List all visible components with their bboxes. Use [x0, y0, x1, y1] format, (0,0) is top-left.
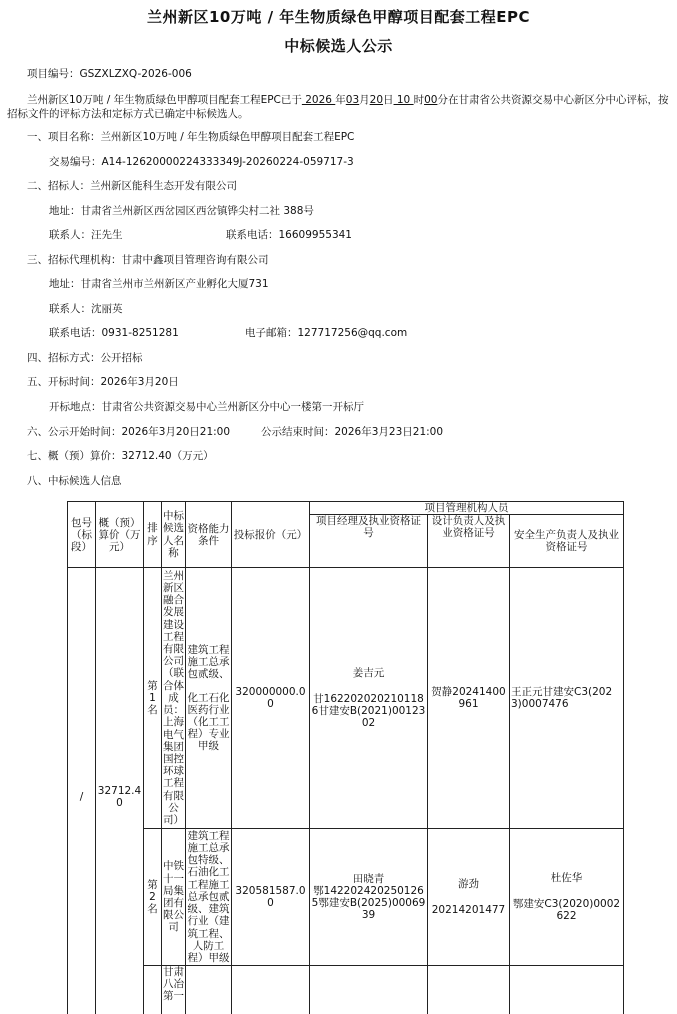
qualification-line-b: 化工石化医药行业（化工工程）专业甲级: [187, 692, 230, 752]
table-header-row-1: [68, 502, 624, 515]
package-cell: /: [68, 568, 96, 1014]
safety-cell: [510, 966, 624, 1014]
header-candidate: 中标候选人名称: [162, 502, 186, 568]
agency-address: 地址：甘肃省兰州市兰州新区产业孵化大厦731: [49, 278, 269, 290]
candidate-cell: 甘肃八冶第一: [162, 966, 186, 1014]
candidates-table: [67, 501, 624, 1014]
estimate-cell: 32712.40: [96, 568, 144, 1014]
rank-cell: [144, 966, 162, 1014]
safety-cell: 王正元甘建安C3(2023)0007476: [510, 568, 624, 829]
intro-day: 20: [369, 94, 384, 106]
section-method: 四、招标方式：公开招标: [27, 352, 143, 364]
agency-contact: 联系人：沈丽英: [49, 303, 123, 315]
section-publicity-start: 六、公示开始时间：2026年3月20日21:00: [27, 426, 231, 438]
safety-cert: 鄂建安C3(2020)0002622: [512, 898, 621, 922]
table-row: [68, 966, 624, 1014]
intro-text-1: 兰州新区10万吨 / 年生物质绿色甲醇项目配套工程EPC已于: [27, 94, 302, 106]
pm-cell: [310, 829, 428, 966]
qualification-cell: 建筑工程施工总承包特级、石油化工工程施工总承包贰级、建筑行业（建筑工程、人防工程）甲级: [187, 829, 230, 964]
tenderer-contact: 联系人：汪先生: [49, 229, 123, 241]
project-number: 项目编号：GSZXLZXQ-2026-006: [27, 68, 192, 80]
table-row: [68, 829, 624, 966]
tenderer-address: 地址：甘肃省兰州新区西岔园区西岔镇铧尖村二社 388号: [49, 205, 314, 217]
qualification-cell: [186, 568, 232, 829]
safety-name: 杜佐华: [550, 872, 583, 884]
design-cell: [428, 966, 510, 1014]
tenderer-phone: 联系电话：16609955341: [226, 229, 352, 241]
header-estimate: 概（预）算价（万元）: [96, 502, 144, 568]
intro-year-label: 年: [335, 94, 346, 106]
header-qualification: 资格能力条件: [186, 502, 232, 568]
header-personnel-group: 项目管理机构人员: [310, 502, 624, 515]
section-tenderer: 二、招标人：兰州新区能科生态开发有限公司: [27, 180, 237, 192]
qualification-line-a: 建筑工程施工总承包贰级、: [187, 644, 230, 680]
candidate-cell: 中铁十一局集团有限公司: [162, 829, 186, 966]
header-design: 设计负责人及执业资格证号: [428, 515, 510, 568]
intro-hour-label: 时: [413, 94, 425, 106]
qualification-cell: [186, 966, 232, 1014]
page-subtitle: 中标候选人公示: [284, 37, 393, 55]
rank-cell: 第1名: [144, 568, 162, 829]
bid-price-cell: [232, 966, 310, 1014]
pm-name: 田晓青: [352, 873, 385, 885]
pm-cell: [310, 966, 428, 1014]
intro-month: 03: [345, 94, 360, 106]
pm-cell: [310, 568, 428, 829]
page-title: 兰州新区10万吨 / 年生物质绿色甲醇项目配套工程EPC: [146, 8, 531, 26]
section-open-time: 五、开标时间：2026年3月20日: [27, 376, 179, 388]
intro-day-label: 日: [383, 94, 394, 106]
design-cell: 贺静20241400961: [428, 568, 510, 829]
intro-minute: 00: [424, 94, 438, 106]
section-trade-number: 交易编号：A14-12620000224333349J-20260224-059717-3: [49, 156, 354, 168]
section-estimate: 七、概（预）算价：32712.40（万元）: [27, 450, 214, 462]
intro-month-label: 月: [359, 94, 370, 106]
header-rank: 排序: [144, 502, 162, 568]
design-name: 游劲: [458, 878, 479, 890]
header-bid-price: 投标报价（元）: [232, 502, 310, 568]
header-safety: 安全生产负责人及执业资格证号: [510, 515, 624, 568]
pm-cert: 甘1622020202101186甘建安B(2021)0012302: [311, 693, 426, 729]
table-row: [68, 568, 624, 829]
design-cell: [428, 829, 510, 966]
pm-name: 姜吉元: [352, 667, 385, 679]
design-cert: 20214201477: [431, 904, 506, 916]
pm-cert: 鄂142202420250126 5鄂建安B(2025)0006939: [311, 885, 426, 921]
candidate-cell: 兰州新区融合发展建设工程有限公司（联合体成员：上海电气集团国控环球工程有限公司）: [162, 568, 186, 829]
intro-text-2: 分在甘肃省公共资源交易中心新区分中心评标，按招标文件的评标方法和定标方式已确定中标候选人。: [7, 94, 669, 120]
bid-price-cell: 320000000.00: [232, 568, 310, 829]
bid-price-cell: 320581587.00: [232, 829, 310, 966]
safety-cell: [510, 829, 624, 966]
intro-hour: 10: [393, 94, 414, 106]
agency-phone: 联系电话：0931-8251281: [49, 327, 179, 339]
agency-email: 电子邮箱：127717256@qq.com: [245, 327, 408, 339]
section-candidates: 八、中标候选人信息: [27, 475, 122, 487]
open-place: 开标地点：甘肃省公共资源交易中心兰州新区分中心一楼第一开标厅: [49, 401, 364, 413]
section-agency: 三、招标代理机构：甘肃中鑫项目管理咨询有限公司: [27, 254, 269, 266]
section-project-name: 一、项目名称：兰州新区10万吨 / 年生物质绿色甲醇项目配套工程EPC: [27, 131, 355, 143]
publicity-end: 公示结束时间：2026年3月23日21:00: [261, 426, 444, 438]
header-pm: 项目经理及执业资格证号: [310, 515, 428, 568]
rank-cell: 第2名: [144, 829, 162, 966]
intro-year: 2026: [301, 94, 336, 106]
intro-paragraph: [7, 93, 673, 121]
header-package: 包号（标段）: [68, 502, 96, 568]
